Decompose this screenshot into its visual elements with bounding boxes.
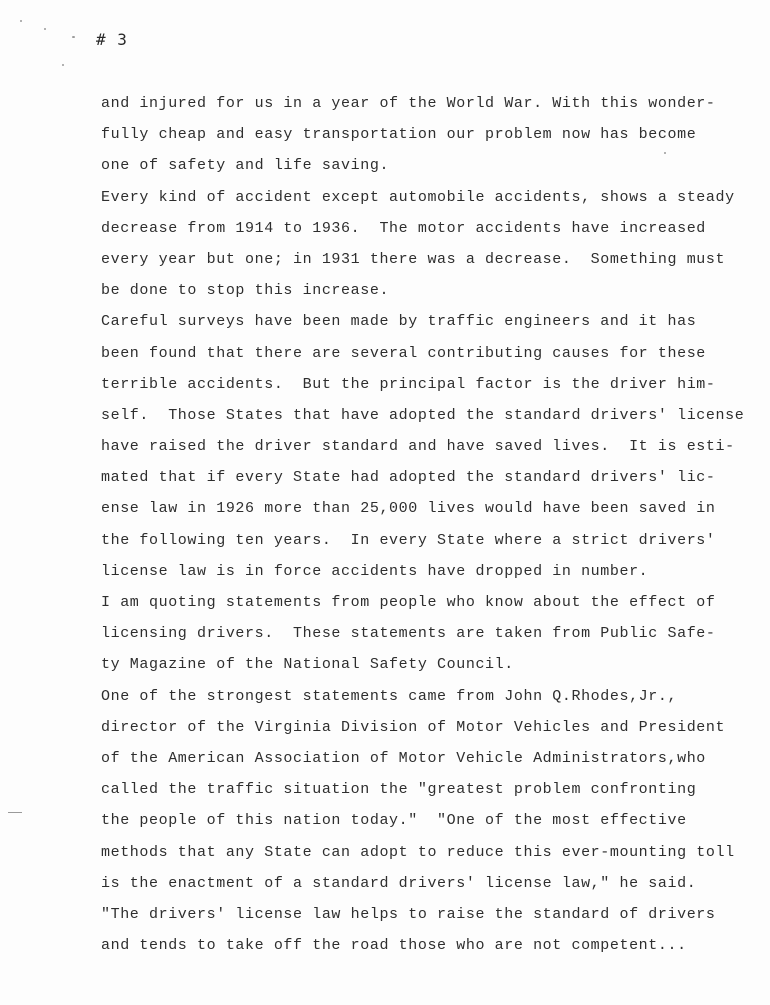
text-line: is the enactment of a standard drivers' license law," he said. <box>101 874 697 892</box>
text-line: self. Those States that have adopted the standard drivers' license <box>101 406 745 424</box>
paper-speck <box>8 812 22 813</box>
paper-speck <box>44 28 46 30</box>
text-line: Careful surveys have been made by traffic engineers and it has <box>101 313 697 331</box>
text-line: methods that any State can adopt to reduce this ever-mounting toll <box>101 843 735 861</box>
page-number: # 3 <box>96 30 128 49</box>
text-line: and injured for us in a year of the World War. With this wonder- <box>101 95 716 112</box>
text-line: fully cheap and easy transportation our problem now has become <box>101 126 697 144</box>
paper-speck <box>20 20 22 22</box>
text-line: One of the strongest statements came from John Q.Rhodes,Jr., <box>101 687 678 705</box>
paper-speck <box>72 36 75 38</box>
text-line: director of the Virginia Division of Motor Vehicles and President <box>101 718 726 736</box>
text-line: "The drivers' license law helps to raise the standard of drivers <box>101 905 716 923</box>
text-line: decrease from 1914 to 1936. The motor accidents have increased <box>101 219 706 237</box>
text-line: have raised the driver standard and have saved lives. It is esti- <box>101 438 735 456</box>
text-line: the following ten years. In every State where a strict drivers' <box>101 531 716 549</box>
text-line: licensing drivers. These statements are taken from Public Safe- <box>101 625 716 643</box>
text-line: I am quoting statements from people who know about the effect of <box>101 594 716 611</box>
text-line: called the traffic situation the "greatest problem confronting <box>101 781 697 799</box>
text-line: Every kind of accident except automobile accidents, shows a steady <box>101 188 735 206</box>
text-line: every year but one; in 1931 there was a decrease. Something must <box>101 250 726 268</box>
text-line: ty Magazine of the National Safety Council. <box>101 656 514 674</box>
paper-speck <box>62 64 64 66</box>
body-text <box>101 88 761 961</box>
text-line: the people of this nation today." "One of the most effective <box>101 812 687 830</box>
text-line: and tends to take off the road those who are not competent... <box>101 937 687 955</box>
text-line: of the American Association of Motor Vehicle Administrators,who <box>101 749 706 767</box>
text-line: license law is in force accidents have dropped in number. <box>101 562 649 580</box>
text-line: terrible accidents. But the principal factor is the driver him- <box>101 375 716 393</box>
text-line: one of safety and life saving. <box>101 157 390 175</box>
text-line: mated that if every State had adopted the standard drivers' lic- <box>101 469 716 487</box>
text-line: be done to stop this increase. <box>101 282 390 300</box>
text-line: been found that there are several contributing causes for these <box>101 344 706 362</box>
text-line: ense law in 1926 more than 25,000 lives would have been saved in <box>101 500 716 518</box>
